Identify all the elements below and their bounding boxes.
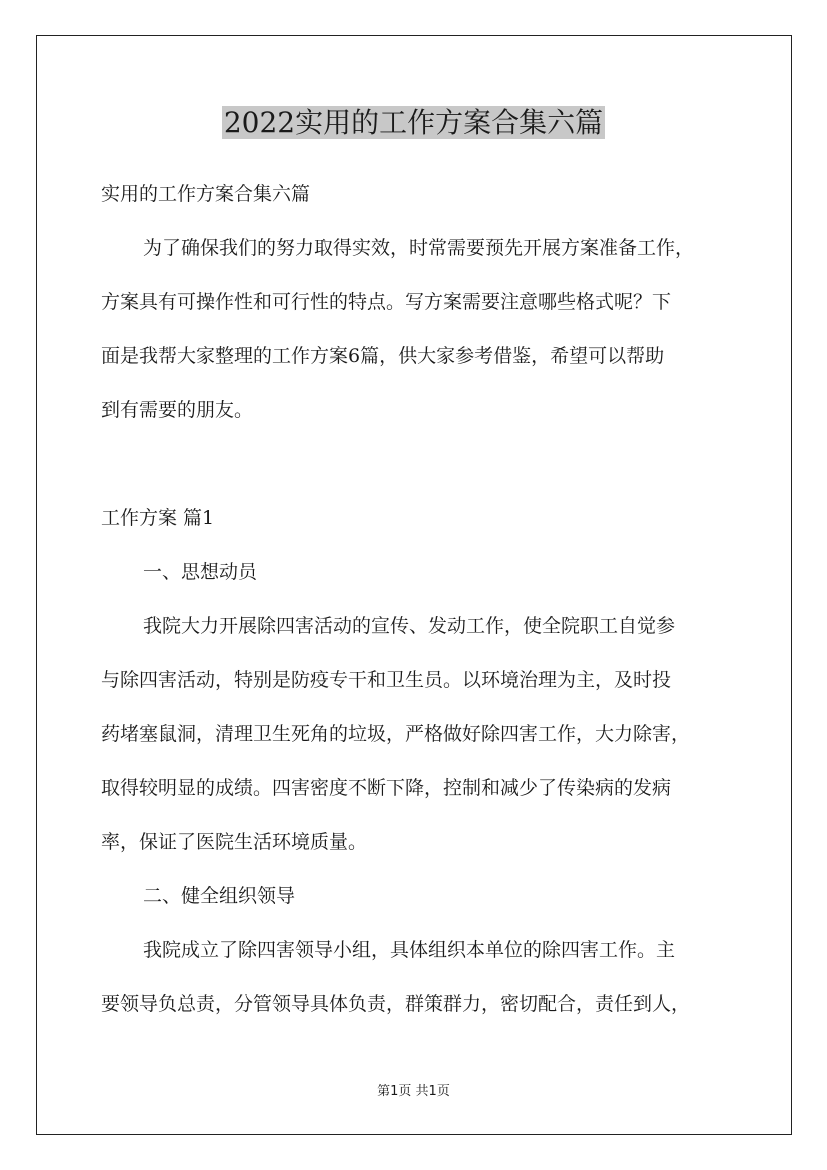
part2-heading: 二、健全组织领导 <box>143 885 296 907</box>
part1-line-2: 与除四害活动，特别是防疫专干和卫生员。以环境治理为主，及时投 <box>101 669 672 691</box>
intro-line-2: 方案具有可操作性和可行性的特点。写方案需要注意哪些格式呢？下 <box>101 291 672 313</box>
part1-line-1: 我院大力开展除四害活动的宣传、发动工作，使全院职工自觉参 <box>143 615 676 637</box>
part2-line-2: 要领导负总责，分管领导具体负责，群策群力，密切配合，责任到人， <box>101 993 691 1015</box>
part1-line-4: 取得较明显的成绩。四害密度不断下降，控制和减少了传染病的发病 <box>101 777 672 799</box>
document-title <box>0 103 827 143</box>
page-number-footer: 第1页 共1页 <box>377 1084 450 1099</box>
section-heading: 工作方案 篇1 <box>101 507 215 529</box>
intro-line-3: 面是我帮大家整理的工作方案6篇，供大家参考借鉴，希望可以帮助 <box>101 345 665 367</box>
part1-heading: 一、思想动员 <box>143 561 258 583</box>
part1-line-3: 药堵塞鼠洞，清理卫生死角的垃圾，严格做好除四害工作，大力除害， <box>101 723 691 745</box>
intro-line-1: 为了确保我们的努力取得实效，时常需要预先开展方案准备工作， <box>143 237 695 259</box>
part1-line-5: 率，保证了医院生活环境质量。 <box>101 831 368 853</box>
part2-line-1: 我院成立了除四害领导小组，具体组织本单位的除四害工作。主 <box>143 939 676 961</box>
document-title-text: 2022实用的工作方案合集六篇 <box>223 106 604 139</box>
document-subtitle: 实用的工作方案合集六篇 <box>101 183 311 205</box>
intro-line-4: 到有需要的朋友。 <box>101 399 254 421</box>
